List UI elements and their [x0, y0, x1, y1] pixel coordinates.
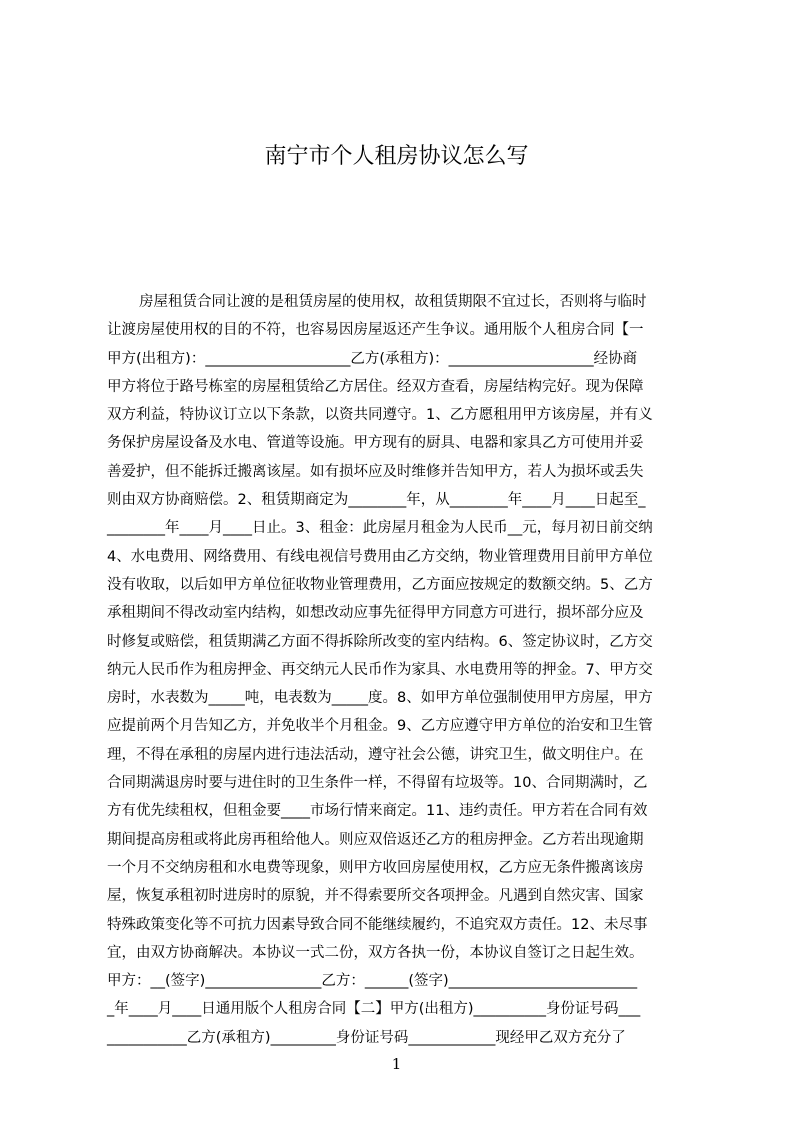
body-line: 特殊政策变化等不可抗力因素导致合同不能继续履约，不追究双方责任。12、未尽事	[107, 916, 648, 933]
body-line: 甲方(出租方)：____________________乙方(承租方)：____________________经协商	[107, 350, 638, 367]
body-line: 宜，由双方协商解决。本协议一式二份，双方各执一份，本协议自签订之日起生效。	[107, 944, 644, 961]
body-line: 房屋租赁合同让渡的是租赁房屋的使用权，故租赁期限不宜过长，否则将与临时	[139, 294, 647, 310]
page-number: 1	[391, 1055, 402, 1073]
body-line: 承租期间不得改动室内结构，如想改动应事先征得甲方同意方可进行，损坏部分应及	[107, 605, 644, 622]
body-line: 4、水电费用、网络费用、有线电视信号费用由乙方交纳，物业管理费用目前甲方单位	[107, 548, 653, 565]
body-line: 应提前两个月告知乙方，并免收半个月租金。9、乙方应遵守甲方单位的治安和卫生管	[107, 718, 653, 735]
body-line: 务保护房屋设备及水电、管道等设施。甲方现有的厨具、电器和家具乙方可使用并妥	[107, 435, 644, 452]
body-line: ________年____月____日止。3、租金：此房屋月租金为人民币__元，每月初日前交纳	[107, 520, 653, 537]
body-line: 没有收取，以后如甲方单位征收物业管理费用，乙方面应按规定的数额交纳。5、乙方	[107, 576, 653, 593]
body-line: 甲方：__(签字)________________乙方：______(签字)__________________________	[107, 973, 638, 990]
document-body	[107, 288, 697, 1046]
body-line: 合同期满退房时要与进住时的卫生条件一样，不得留有垃圾等。10、合同期满时，乙	[107, 775, 648, 792]
body-line: 一个月不交纳房租和水电费等现象，则甲方收回房屋使用权，乙方应无条件搬离该房	[107, 859, 644, 876]
body-line: _年____月____日通用版个人租房合同【二】甲方(出租方)__________身份证号码___	[107, 1001, 641, 1018]
body-line: 方有优先续租权，但租金要____市场行情来商定。11、违约责任。甲方若在合同有效	[107, 803, 648, 820]
body-line: 时修复或赔偿，租赁期满乙方面不得拆除所改变的室内结构。6、签定协议时，乙方交	[107, 633, 653, 650]
body-line: 让渡房屋使用权的目的不符，也容易因房屋返还产生争议。通用版个人租房合同【一	[107, 322, 644, 339]
body-line: ___________乙方(承租方)_________身份证号码____________现经甲乙双方充分了	[107, 1029, 626, 1046]
body-line: 甲方将位于路号栋室的房屋租赁给乙方居住。经双方查看，房屋结构完好。现为保障	[107, 378, 644, 395]
body-line: 期间提高房租或将此房再租给他人。则应双倍返还乙方的租房押金。乙方若出现逾期	[107, 831, 644, 848]
body-line: 纳元人民币作为租房押金、再交纳元人民币作为家具、水电费用等的押金。7、甲方交	[107, 661, 653, 678]
body-line: 房时，水表数为_____吨，电表数为_____度。8、如甲方单位强制使用甲方房屋，甲方	[107, 690, 653, 707]
body-line: 双方利益，特协议订立以下条款，以资共同遵守。1、乙方愿租用甲方该房屋，并有义	[107, 407, 653, 424]
body-line: 则由双方协商赔偿。2、租赁期商定为________年，从________年____月____日起至_	[107, 492, 646, 509]
body-line: 屋，恢复承租初时进房时的原貌，并不得索要所交各项押金。凡遇到自然灾害、国家	[107, 888, 644, 905]
body-line: 善爱护，但不能拆迁搬离该屋。如有损坏应及时维修并告知甲方，若人为损坏或丢失	[107, 463, 644, 480]
document-title: 南宁市个人租房协议怎么写	[264, 144, 529, 169]
body-line: 理，不得在承租的房屋内进行违法活动，遵守社会公德，讲究卫生，做文明住户。在	[107, 746, 644, 763]
